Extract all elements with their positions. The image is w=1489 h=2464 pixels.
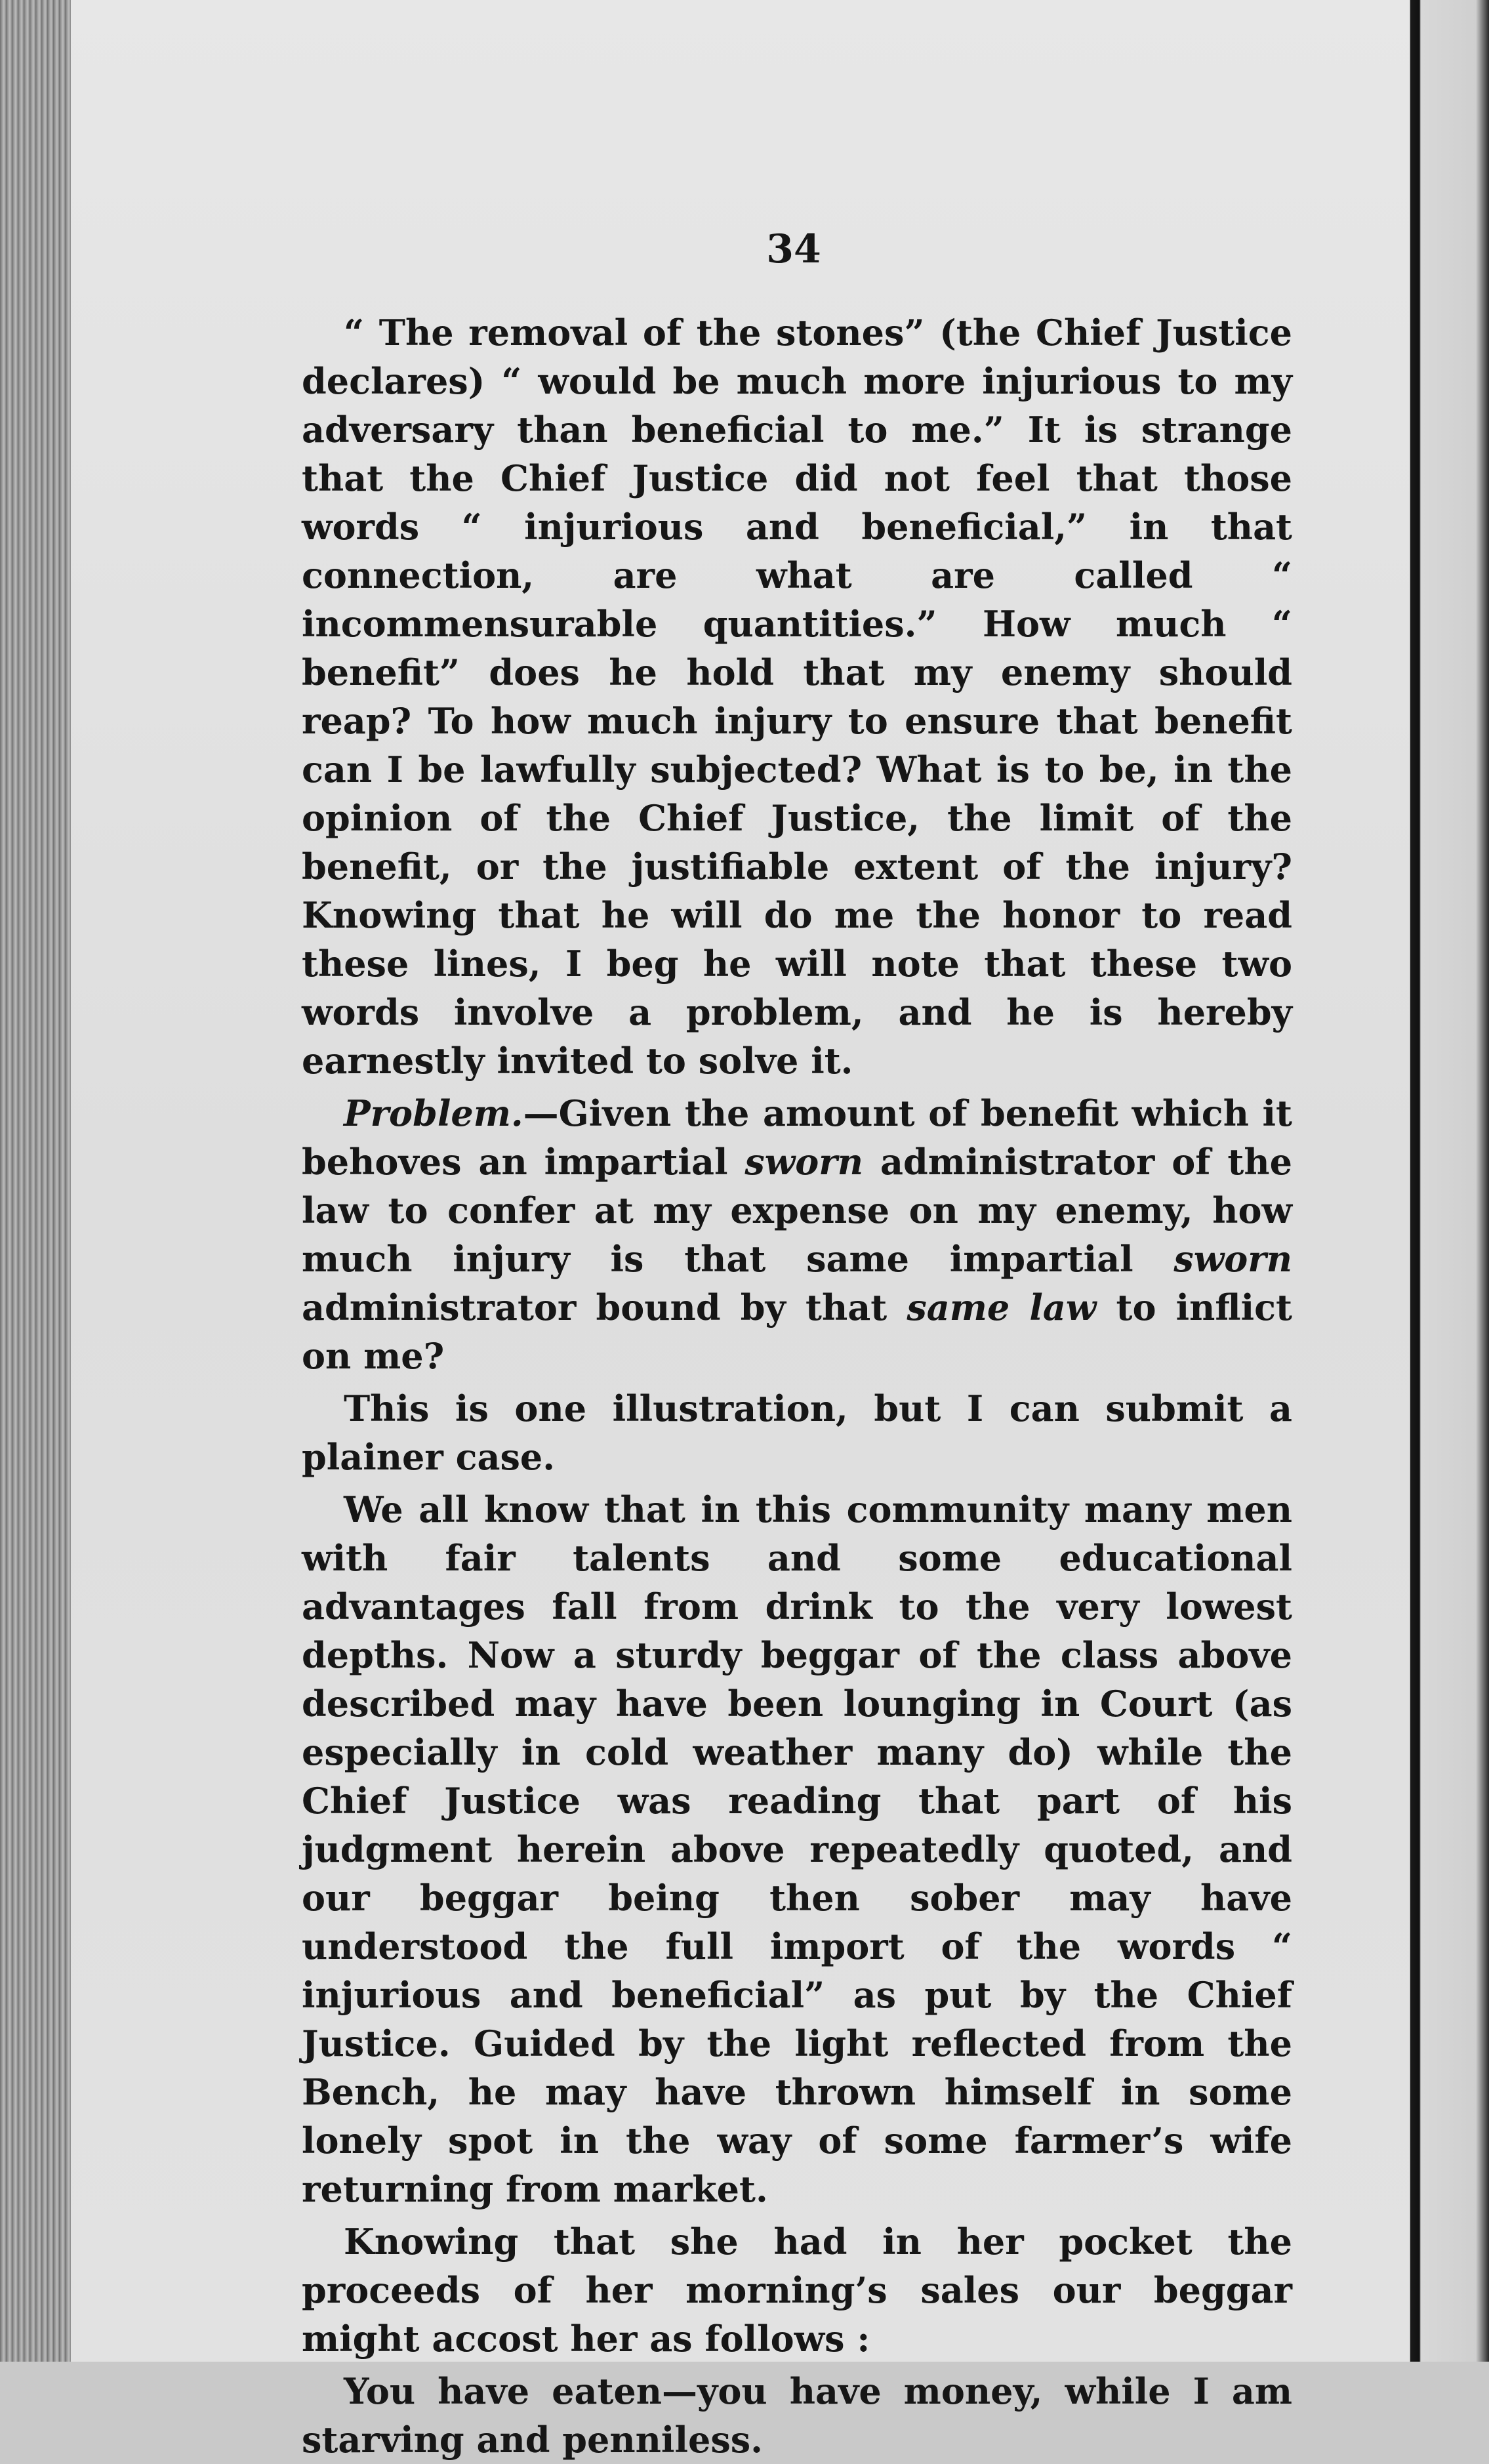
- paragraph-you-have-eaten: You have eaten—you have money, while I am starving and penniless.: [302, 2370, 1292, 2461]
- page-right-edge: [1410, 0, 1489, 2362]
- problem-text-1: —Given the amount of benefit which it behoves an impartial: [302, 1092, 1292, 1183]
- problem-text-4: to inflict on me?: [302, 1286, 1292, 1377]
- problem-text-2: administrator of the law to confer at my expense on my enemy, how much injury is that same impartial: [302, 1141, 1292, 1280]
- book-spine-edge: [0, 0, 72, 2362]
- emphasis-sworn-2: sworn: [1173, 1238, 1292, 1280]
- emphasis-sworn-1: sworn: [744, 1141, 864, 1183]
- body-text: [302, 308, 1292, 2464]
- page-number: 34: [766, 226, 821, 272]
- paragraph-illustration: This is one illustration, but I can submit a plainer case.: [302, 1387, 1292, 1478]
- paragraph-knowing: Knowing that she had in her pocket the proceeds of her morning’s sales our beggar might accost her as follows :: [302, 2221, 1292, 2360]
- emphasis-same-law: same law: [907, 1286, 1097, 1328]
- problem-label: Problem.: [344, 1092, 523, 1134]
- paragraph-beggar: We all know that in this community many men with fair talents and some educational advantages fall from drink to the very lowest depths. Now a sturdy beggar of the class above described may have been lounging in Court (as especially in cold weather many do) while the Chief Justice was reading that part of his judgment herein above repeatedly quoted, and our beggar being then sober may have understood the full import of the words “ injurious and beneficial” as put by the Chief Justice. Guided by the light reflected from the Bench, he may have thrown himself in some lonely spot in the way of some farmer’s wife returning from market.: [302, 1489, 1292, 2210]
- paragraph-removal-of-stones: [302, 308, 1292, 1085]
- problem-text-3: administrator bound by that: [302, 1286, 907, 1328]
- paragraph-text: “ The removal of the stones” (the Chief Justice declares) “ would be much more injurious to my adversary than beneficial to me.” It is strange that the Chief Justice did not feel that those words “ injurious and beneficial,” in that connection, are what are called “ incommensurable quantities.” How much “ benefit” does he hold that my enemy should reap? To how much injury to ensure that benefit can I be lawfully subjected? What is to be, in the opinion of the Chief Justice, the limit of the benefit, or the justifiable extent of the injury? Knowing that he will do me the honor to read these lines, I beg he will note that these two words involve a problem, and he is hereby earnestly invited to solve it.: [302, 312, 1292, 1082]
- paragraph-problem: [302, 1089, 1292, 1380]
